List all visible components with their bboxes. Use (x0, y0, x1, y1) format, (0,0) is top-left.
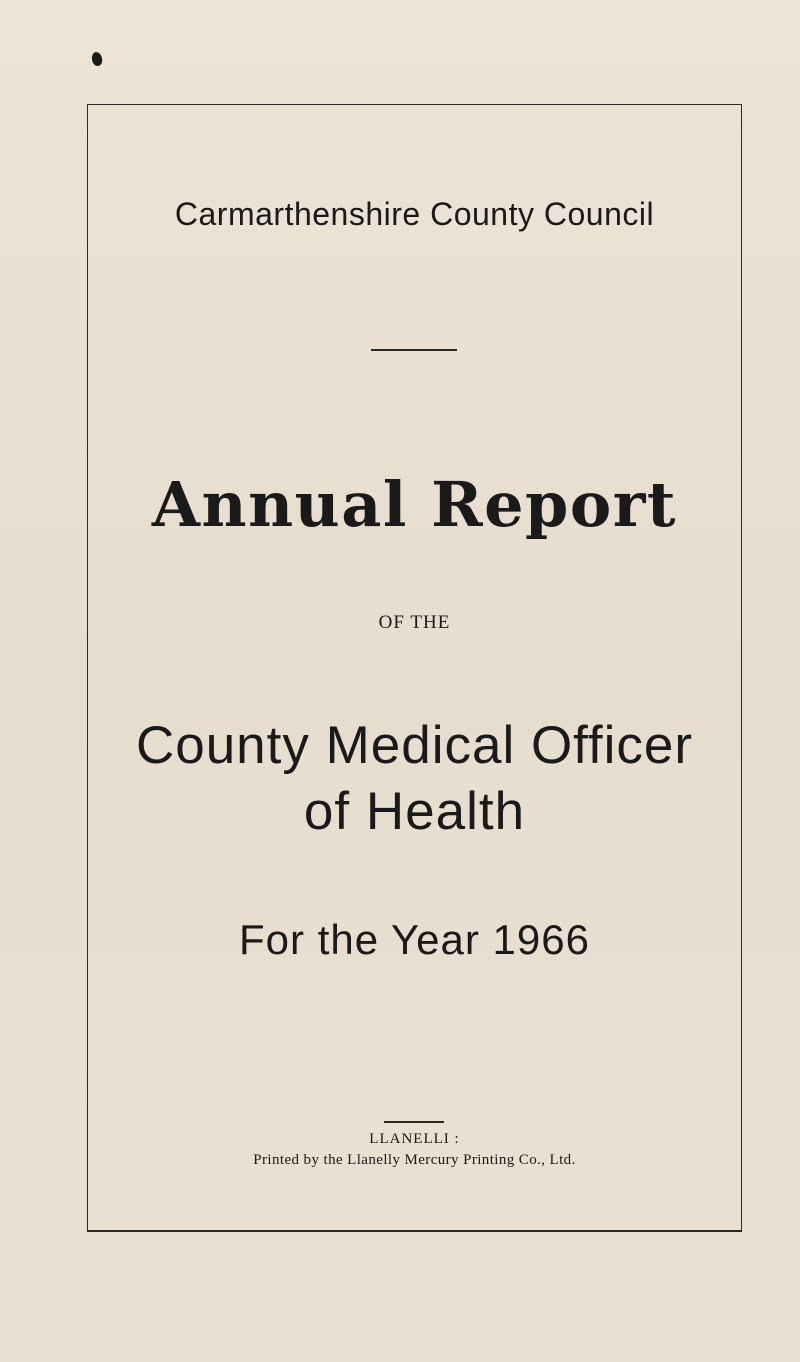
ink-mark (91, 51, 104, 67)
border-frame (87, 104, 742, 1232)
of-the-label: OF THE (378, 612, 451, 633)
officer-title-line1: County Medical Officer (135, 716, 694, 775)
council-name: Carmarthenshire County Council (174, 196, 655, 232)
imprint-place: LLANELLI : (369, 1131, 460, 1147)
divider-rule (371, 349, 457, 351)
officer-title (87, 713, 742, 845)
officer-title-line2: of Health (303, 782, 526, 841)
report-year: For the Year 1966 (239, 916, 590, 963)
report-title: Annual Report (151, 468, 678, 541)
imprint-printer: Printed by the Llanelly Mercury Printing Co., Ltd. (253, 1152, 576, 1168)
imprint-rule (384, 1121, 444, 1123)
